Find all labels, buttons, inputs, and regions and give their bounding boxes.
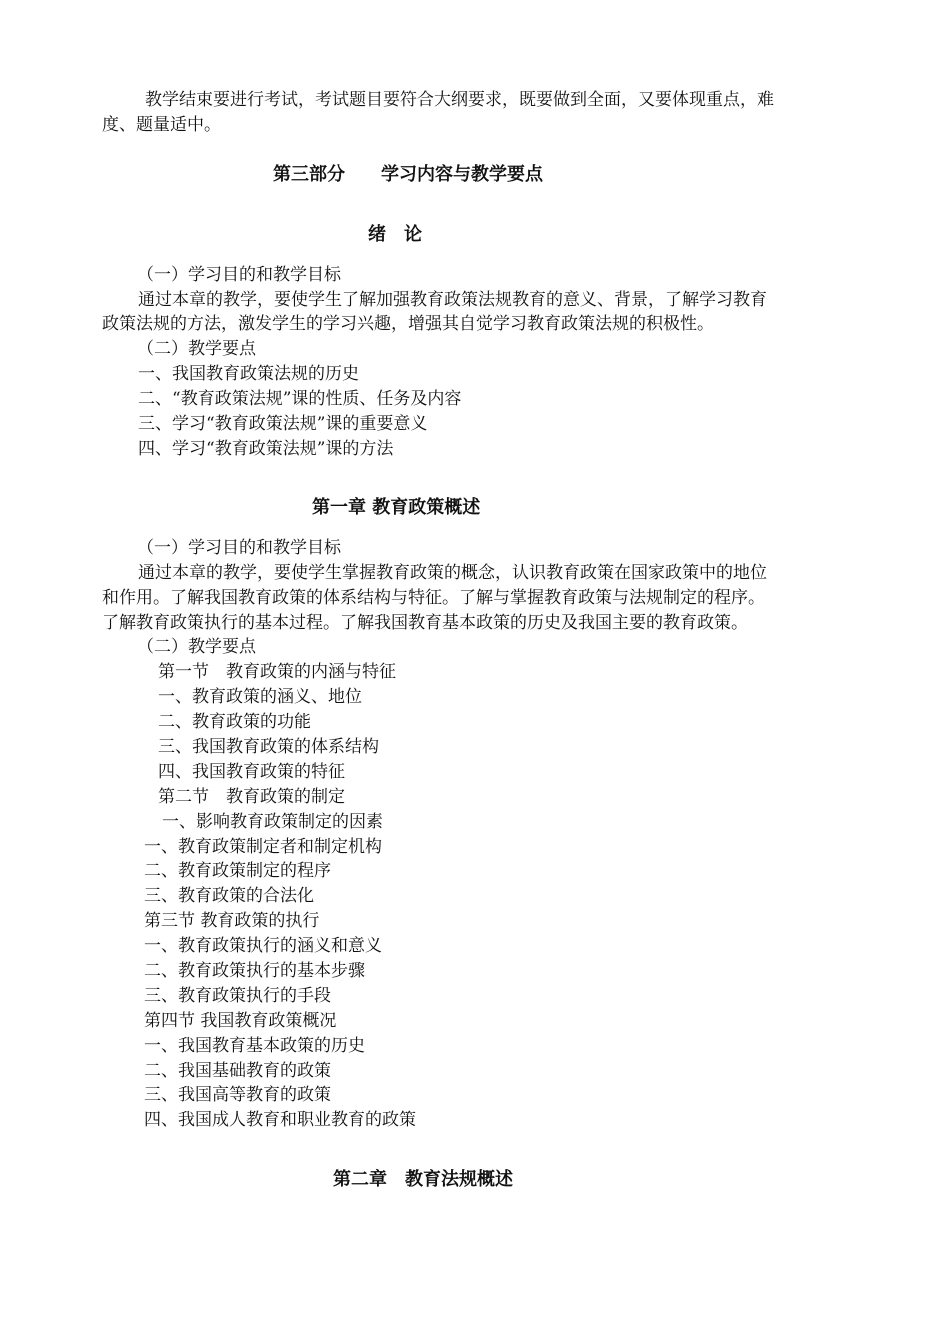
section1-item-2: 二、教育政策的功能 bbox=[158, 712, 311, 732]
section3-item-1: 一、教育政策执行的涵义和意义 bbox=[144, 936, 382, 956]
section3-item-3: 三、教育政策执行的手段 bbox=[144, 986, 331, 1006]
intro-goal-line-1: 通过本章的教学，要使学生了解加强教育政策法规教育的意义、背景，了解学习教育 bbox=[138, 290, 767, 310]
intro-chapter-title: 绪 论 bbox=[368, 224, 422, 245]
intro-point-4: 四、学习“教育政策法规”课的方法 bbox=[138, 439, 394, 459]
chapter1-goal-heading: （一）学习目的和教学目标 bbox=[137, 538, 341, 558]
section2-item-3: 二、教育政策制定的程序 bbox=[144, 861, 331, 881]
chapter1-goal-line-1: 通过本章的教学，要使学生掌握教育政策的概念，认识教育政策在国家政策中的地位 bbox=[138, 563, 767, 583]
intro-goal-line-2: 政策法规的方法，激发学生的学习兴趣，增强其自觉学习教育政策法规的积极性。 bbox=[102, 314, 714, 334]
section4-item-1: 一、我国教育基本政策的历史 bbox=[144, 1036, 365, 1056]
chapter1-goal-line-3: 了解教育政策执行的基本过程。了解我国教育基本政策的历史及我国主要的教育政策。 bbox=[102, 613, 748, 633]
part3-title: 第三部分 学习内容与教学要点 bbox=[273, 164, 543, 185]
intro-point-3: 三、学习“教育政策法规”课的重要意义 bbox=[138, 414, 428, 434]
section1-title: 第一节 教育政策的内涵与特征 bbox=[158, 662, 396, 682]
intro-line-1: 教学结束要进行考试，考试题目要符合大纲要求，既要做到全面，又要体现重点，难 bbox=[145, 90, 774, 110]
chapter1-points-heading: （二）教学要点 bbox=[137, 637, 256, 657]
intro-points-heading: （二）教学要点 bbox=[137, 339, 256, 359]
section3-item-2: 二、教育政策执行的基本步骤 bbox=[144, 961, 365, 981]
section1-item-4: 四、我国教育政策的特征 bbox=[158, 762, 345, 782]
intro-point-2: 二、“教育政策法规”课的性质、任务及内容 bbox=[138, 389, 462, 409]
intro-point-1: 一、我国教育政策法规的历史 bbox=[138, 364, 359, 384]
section3-title: 第三节 教育政策的执行 bbox=[144, 911, 320, 931]
chapter1-goal-line-2: 和作用。了解我国教育政策的体系结构与特征。了解与掌握教育政策与法规制定的程序。 bbox=[102, 588, 765, 608]
section2-item-2: 一、教育政策制定者和制定机构 bbox=[144, 837, 382, 857]
section2-item-4: 三、教育政策的合法化 bbox=[144, 886, 314, 906]
section1-item-3: 三、我国教育政策的体系结构 bbox=[158, 737, 379, 757]
section2-title: 第二节 教育政策的制定 bbox=[158, 787, 345, 807]
section4-item-3: 三、我国高等教育的政策 bbox=[144, 1085, 331, 1105]
section2-item-1: 一、影响教育政策制定的因素 bbox=[162, 812, 383, 832]
intro-line-2: 度、题量适中。 bbox=[102, 115, 221, 135]
section4-item-2: 二、我国基础教育的政策 bbox=[144, 1061, 331, 1081]
section4-item-4: 四、我国成人教育和职业教育的政策 bbox=[144, 1110, 416, 1130]
section1-item-1: 一、教育政策的涵义、地位 bbox=[158, 687, 362, 707]
intro-goal-heading: （一）学习目的和教学目标 bbox=[137, 265, 341, 285]
chapter1-title: 第一章 教育政策概述 bbox=[312, 497, 481, 518]
section4-title: 第四节 我国教育政策概况 bbox=[144, 1011, 337, 1031]
chapter2-title: 第二章 教育法规概述 bbox=[333, 1169, 513, 1190]
